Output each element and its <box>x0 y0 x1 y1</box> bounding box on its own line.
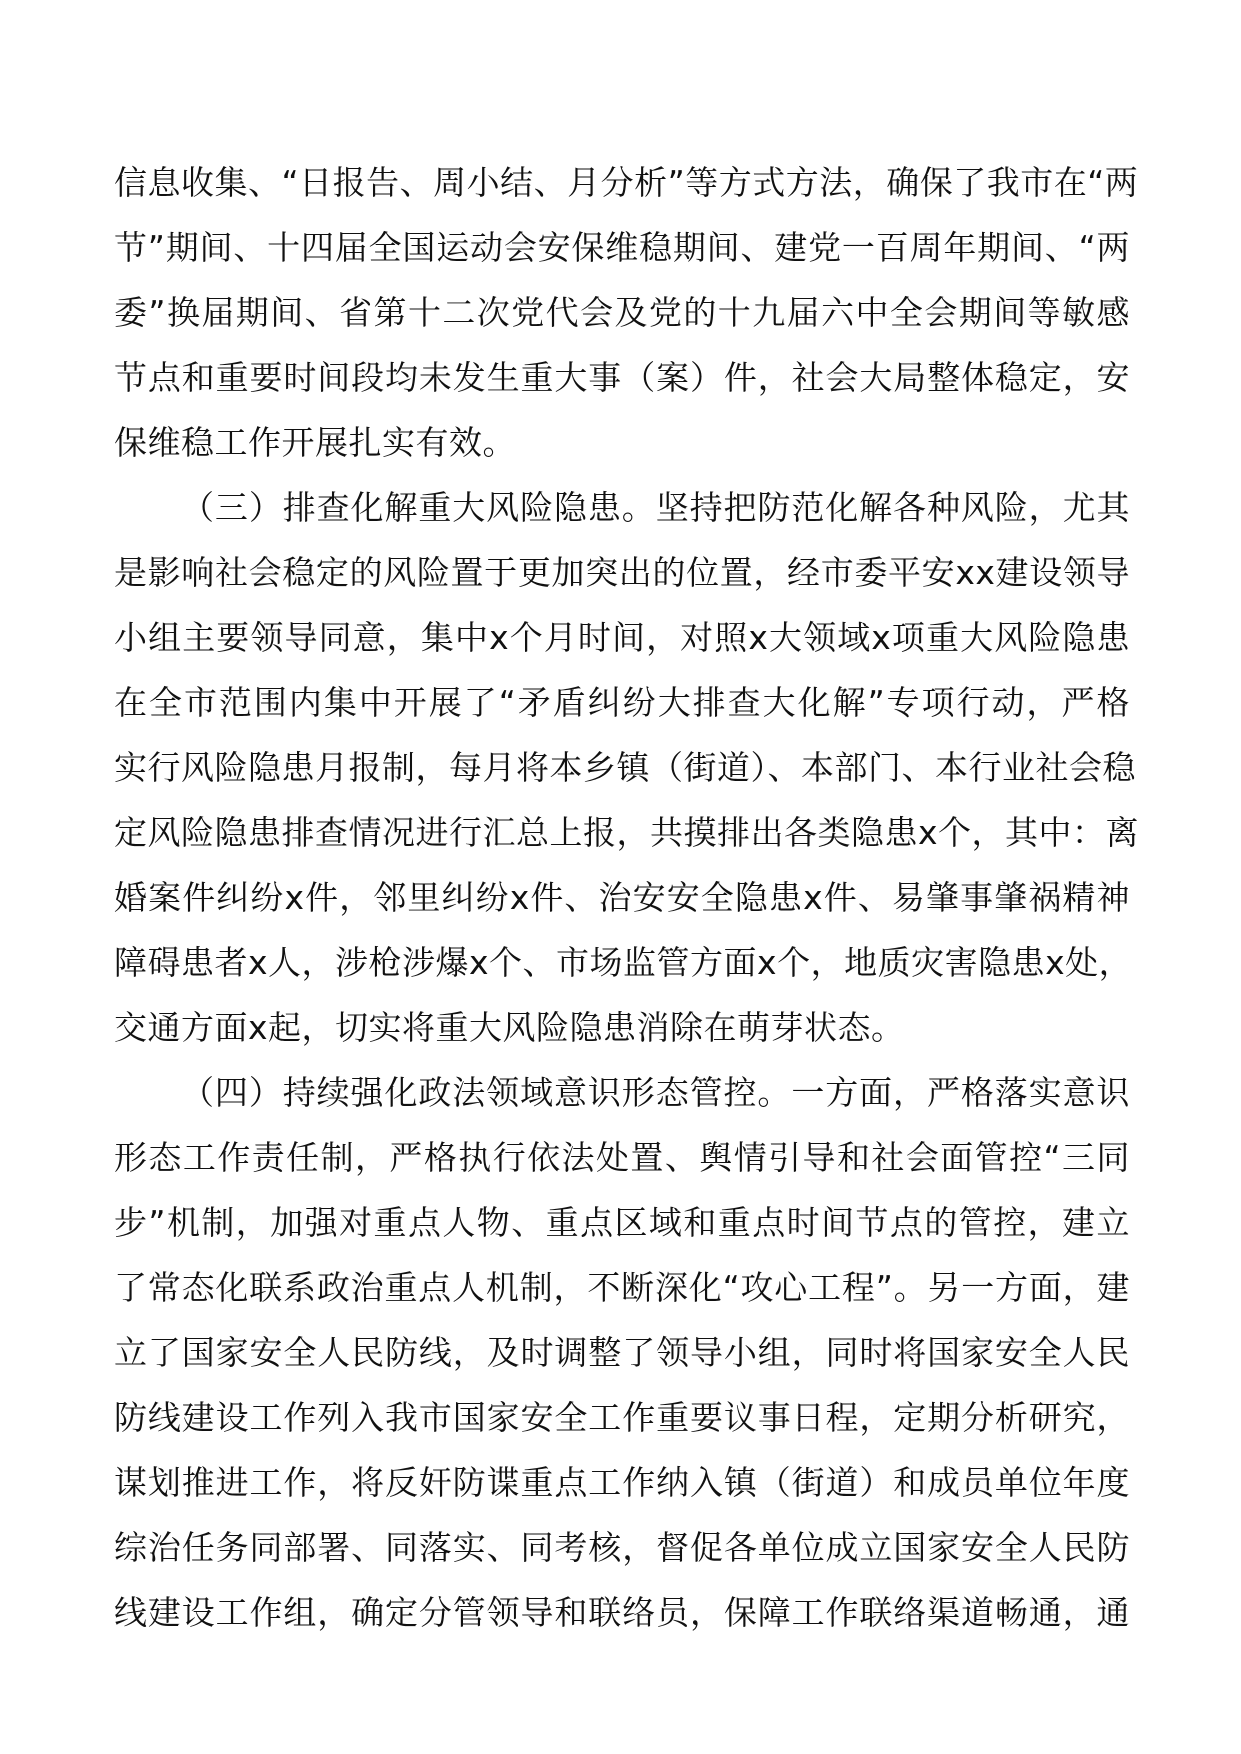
text-line: 实行风险隐患月报制，每月将本乡镇（街道）、本部门、本行业社会稳 <box>114 748 1136 787</box>
text-line: 步”机制，加强对重点人物、重点区域和重点时间节点的管控，建立 <box>114 1203 1130 1242</box>
text-line: （三）排查化解重大风险隐患。坚持把防范化解各种风险，尤其 <box>181 488 1130 527</box>
text-line: 交通方面x起，切实将重大风险隐患消除在萌芽状态。 <box>114 1008 905 1047</box>
text-line: 定风险隐患排查情况进行汇总上报，共摸排出各类隐患x个，其中：离 <box>114 813 1140 852</box>
text-line: 委”换届期间、省第十二次党代会及党的十九届六中全会期间等敏感 <box>114 293 1130 332</box>
text-line: 谋划推进工作，将反奸防谍重点工作纳入镇（街道）和成员单位年度 <box>114 1463 1130 1502</box>
text-line: 线建设工作组，确定分管领导和联络员，保障工作联络渠道畅通，通 <box>114 1593 1130 1632</box>
text-line: 信息收集、“日报告、周小结、月分析”等方式方法，确保了我市在“两 <box>114 163 1139 202</box>
text-line: 了常态化联系政治重点人机制，不断深化“攻心工程”。另一方面，建 <box>114 1268 1130 1307</box>
text-line: 小组主要领导同意，集中x个月时间，对照x大领域x项重大风险隐患 <box>114 618 1130 657</box>
text-line: 保维稳工作开展扎实有效。 <box>114 423 516 462</box>
text-line: 在全市范围内集中开展了“矛盾纠纷大排查大化解”专项行动，严格 <box>114 683 1130 722</box>
text-line: （四）持续强化政法领域意识形态管控。一方面，严格落实意识 <box>181 1073 1130 1112</box>
body-text <box>114 150 1140 1645</box>
text-line: 形态工作责任制，严格执行依法处置、舆情引导和社会面管控“三同 <box>114 1138 1130 1177</box>
text-line: 立了国家安全人民防线，及时调整了领导小组，同时将国家安全人民 <box>114 1333 1130 1372</box>
text-line: 节点和重要时间段均未发生重大事（案）件，社会大局整体稳定，安 <box>114 358 1130 397</box>
text-line: 婚案件纠纷x件，邻里纠纷x件、治安安全隐患x件、易肇事肇祸精神 <box>114 878 1130 917</box>
text-line: 障碍患者x人，涉枪涉爆x个、市场监管方面x个，地质灾害隐患x处， <box>114 943 1133 982</box>
text-line: 节”期间、十四届全国运动会安保维稳期间、建党一百周年期间、“两 <box>114 228 1130 267</box>
text-line: 综治任务同部署、同落实、同考核，督促各单位成立国家安全人民防 <box>114 1528 1130 1567</box>
text-line: 是影响社会稳定的风险置于更加突出的位置，经市委平安xx建设领导 <box>114 553 1130 592</box>
text-line: 防线建设工作列入我市国家安全工作重要议事日程，定期分析研究， <box>114 1398 1130 1437</box>
